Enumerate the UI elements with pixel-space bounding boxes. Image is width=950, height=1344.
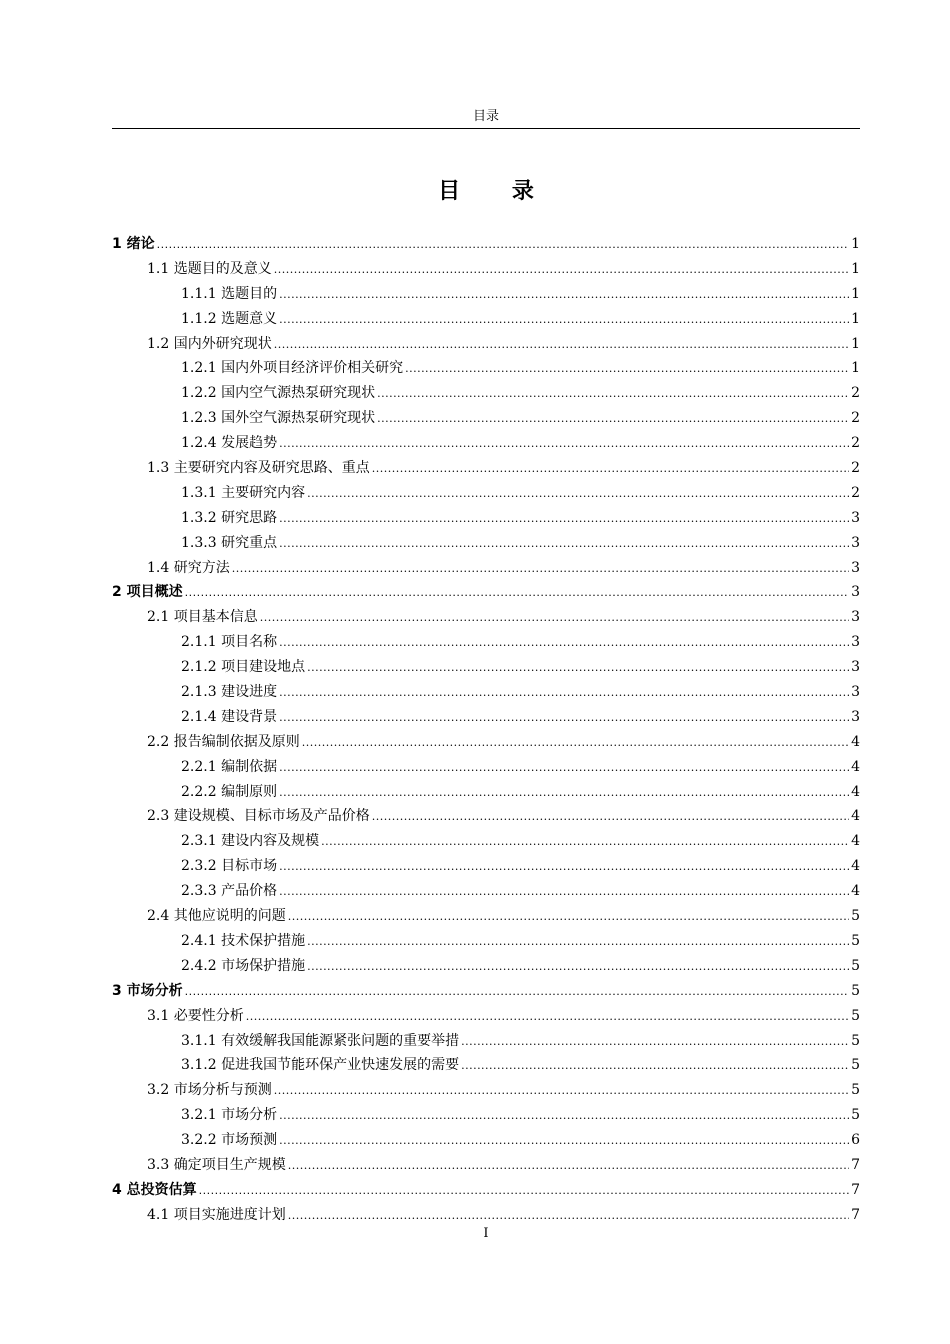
toc-entry-title: 1.1.1 选题目的 bbox=[181, 285, 278, 302]
toc-entry-title: 1.4 研究方法 bbox=[147, 559, 230, 576]
toc-entry[interactable] bbox=[112, 954, 860, 979]
toc-entry[interactable] bbox=[112, 655, 860, 680]
toc-entry-page: 5 bbox=[851, 908, 860, 925]
toc-entry[interactable] bbox=[112, 506, 860, 531]
toc-entry-title: 3.2.1 市场分析 bbox=[181, 1107, 278, 1124]
toc-entry-title: 1 绪论 bbox=[112, 236, 155, 252]
dot-leader bbox=[157, 232, 849, 257]
toc-entry-title: 1.3 主要研究内容及研究思路、重点 bbox=[147, 460, 370, 477]
toc-entry-title: 2.3.3 产品价格 bbox=[181, 883, 278, 900]
toc-entry-title: 1.2 国内外研究现状 bbox=[147, 335, 272, 352]
toc-entry-title: 2.4.2 市场保护措施 bbox=[181, 957, 306, 974]
toc-entry[interactable] bbox=[112, 431, 860, 456]
toc-entry-title: 1.2.4 发展趋势 bbox=[181, 435, 278, 452]
toc-entry[interactable] bbox=[112, 780, 860, 805]
dot-leader bbox=[307, 481, 849, 506]
toc-entry-page: 7 bbox=[851, 1156, 860, 1173]
dot-leader bbox=[274, 257, 849, 282]
toc-entry[interactable] bbox=[112, 1203, 860, 1228]
toc-entry-page: 4 bbox=[851, 858, 860, 875]
toc-entry[interactable] bbox=[112, 307, 860, 332]
toc-entry[interactable] bbox=[112, 630, 860, 655]
dot-leader bbox=[405, 356, 849, 381]
toc-entry[interactable] bbox=[112, 556, 860, 581]
toc-entry-title: 2 项目概述 bbox=[112, 584, 183, 601]
dot-leader bbox=[279, 282, 849, 307]
toc-entry-page: 3 bbox=[851, 634, 860, 651]
toc-entry-title: 2.1.2 项目建设地点 bbox=[181, 659, 306, 676]
toc-entry-title: 3.1 必要性分析 bbox=[147, 1007, 244, 1024]
toc-entry[interactable] bbox=[112, 1053, 860, 1078]
toc-entry-title: 3.2 市场分析与预测 bbox=[147, 1082, 272, 1099]
dot-leader bbox=[461, 1029, 849, 1054]
toc-entry-page: 5 bbox=[851, 1082, 860, 1099]
toc-entry-title: 1.1 选题目的及意义 bbox=[147, 260, 272, 277]
toc-entry[interactable] bbox=[112, 1078, 860, 1103]
dot-leader bbox=[372, 456, 849, 481]
toc-entry[interactable] bbox=[112, 481, 860, 506]
toc-entry-page: 5 bbox=[851, 1032, 860, 1049]
toc-entry-page: 7 bbox=[851, 1206, 860, 1223]
toc-entry-page: 1 bbox=[851, 260, 860, 277]
toc-entry-title: 1.3.2 研究思路 bbox=[181, 509, 278, 526]
toc-entry-page: 4 bbox=[851, 883, 860, 900]
toc-entry-title: 2.1.3 建设进度 bbox=[181, 684, 278, 701]
toc-entry-title: 2.1.4 建设背景 bbox=[181, 708, 278, 725]
toc-entry-page: 5 bbox=[851, 1107, 860, 1124]
toc-entry[interactable] bbox=[112, 456, 860, 481]
dot-leader bbox=[288, 1203, 849, 1228]
dot-leader bbox=[185, 580, 849, 605]
toc-entry-page: 4 bbox=[851, 783, 860, 800]
toc-title: 目 录 bbox=[438, 179, 556, 204]
toc-entry-title: 3.1.2 促进我国节能环保产业快速发展的需要 bbox=[181, 1057, 460, 1074]
toc-entry-title: 2.2 报告编制依据及原则 bbox=[147, 733, 300, 750]
toc-entry[interactable] bbox=[112, 1128, 860, 1153]
dot-leader bbox=[279, 1128, 849, 1153]
toc-entry[interactable] bbox=[112, 580, 860, 605]
toc-entry[interactable] bbox=[112, 282, 860, 307]
toc-entry-page: 5 bbox=[851, 982, 860, 999]
toc-entry[interactable] bbox=[112, 804, 860, 829]
toc-entry[interactable] bbox=[112, 406, 860, 431]
dot-leader bbox=[377, 381, 849, 406]
toc-entry-page: 1 bbox=[851, 335, 860, 352]
toc-entry-title: 4 总投资估算 bbox=[112, 1181, 197, 1198]
toc-entry[interactable] bbox=[112, 1103, 860, 1128]
dot-leader bbox=[279, 307, 849, 332]
dot-leader bbox=[288, 1153, 849, 1178]
toc-entry-title: 2.2.1 编制依据 bbox=[181, 758, 278, 775]
toc-entry-title: 2.3 建设规模、目标市场及产品价格 bbox=[147, 808, 370, 825]
toc-entry-title: 2.2.2 编制原则 bbox=[181, 783, 278, 800]
toc-entry[interactable] bbox=[112, 755, 860, 780]
toc-entry[interactable] bbox=[112, 680, 860, 705]
toc-entry[interactable] bbox=[112, 1004, 860, 1029]
toc-entry[interactable] bbox=[112, 730, 860, 755]
toc-entry-page: 2 bbox=[851, 484, 860, 501]
toc-entry-title: 3.3 确定项目生产规模 bbox=[147, 1156, 286, 1173]
toc-entry[interactable] bbox=[112, 332, 860, 357]
toc-entry-title: 1.2.2 国内空气源热泵研究现状 bbox=[181, 385, 376, 402]
dot-leader bbox=[279, 755, 849, 780]
dot-leader bbox=[279, 1103, 849, 1128]
toc-entry-title: 3 市场分析 bbox=[112, 982, 183, 999]
toc-entry-page: 5 bbox=[851, 1057, 860, 1074]
toc-entry[interactable] bbox=[112, 1178, 860, 1203]
toc-entry-page: 6 bbox=[851, 1132, 860, 1149]
toc-entry-page: 1 bbox=[851, 236, 860, 252]
dot-leader bbox=[461, 1053, 849, 1078]
toc-entry[interactable] bbox=[112, 879, 860, 904]
toc-entry[interactable] bbox=[112, 531, 860, 556]
toc-entry-page: 2 bbox=[851, 435, 860, 452]
toc-entry[interactable] bbox=[112, 605, 860, 630]
toc-entry-page: 2 bbox=[851, 460, 860, 477]
dot-leader bbox=[279, 630, 849, 655]
toc-entry-title: 2.4 其他应说明的问题 bbox=[147, 908, 286, 925]
dot-leader bbox=[185, 979, 849, 1004]
dot-leader bbox=[199, 1178, 849, 1203]
dot-leader bbox=[279, 780, 849, 805]
toc-entry[interactable] bbox=[112, 929, 860, 954]
toc-entry[interactable] bbox=[112, 854, 860, 879]
dot-leader bbox=[307, 929, 849, 954]
toc-entry-page: 2 bbox=[851, 410, 860, 427]
toc-entry-page: 3 bbox=[851, 584, 860, 601]
toc-entry-title: 1.2.1 国内外项目经济评价相关研究 bbox=[181, 360, 404, 377]
header-rule bbox=[112, 128, 860, 129]
toc-entry-title: 2.3.2 目标市场 bbox=[181, 858, 278, 875]
running-header: 目录 bbox=[472, 109, 499, 124]
toc-entry-title: 4.1 项目实施进度计划 bbox=[147, 1206, 286, 1223]
dot-leader bbox=[279, 879, 849, 904]
toc-entry-title: 1.3.3 研究重点 bbox=[181, 534, 278, 551]
toc-entry-page: 3 bbox=[851, 559, 860, 576]
dot-leader bbox=[279, 705, 849, 730]
toc-entry-page: 4 bbox=[851, 833, 860, 850]
dot-leader bbox=[279, 680, 849, 705]
dot-leader bbox=[279, 431, 849, 456]
toc-entry-page: 3 bbox=[851, 509, 860, 526]
dot-leader bbox=[307, 655, 849, 680]
toc-entry-page: 5 bbox=[851, 957, 860, 974]
toc-entry-title: 2.1.1 项目名称 bbox=[181, 634, 278, 651]
toc-entry-page: 5 bbox=[851, 932, 860, 949]
toc-entry-page: 4 bbox=[851, 808, 860, 825]
toc-entry-page: 3 bbox=[851, 659, 860, 676]
toc-entry[interactable] bbox=[112, 1153, 860, 1178]
toc-entry-page: 1 bbox=[851, 285, 860, 302]
toc-entry[interactable] bbox=[112, 979, 860, 1004]
dot-leader bbox=[372, 804, 849, 829]
toc-entry-page: 1 bbox=[851, 310, 860, 327]
toc-entry-title: 2.1 项目基本信息 bbox=[147, 609, 258, 626]
dot-leader bbox=[302, 730, 849, 755]
toc-entry-page: 3 bbox=[851, 708, 860, 725]
toc-entry-page: 7 bbox=[851, 1181, 860, 1198]
toc-entry[interactable] bbox=[112, 904, 860, 929]
toc-entry-page: 4 bbox=[851, 758, 860, 775]
toc-entry-page: 3 bbox=[851, 684, 860, 701]
dot-leader bbox=[377, 406, 849, 431]
dot-leader bbox=[279, 506, 849, 531]
table-of-contents bbox=[112, 232, 860, 1228]
dot-leader bbox=[260, 605, 849, 630]
toc-entry[interactable] bbox=[112, 381, 860, 406]
toc-entry-page: 1 bbox=[851, 360, 860, 377]
toc-entry-title: 3.1.1 有效缓解我国能源紧张问题的重要举措 bbox=[181, 1032, 460, 1049]
toc-entry[interactable] bbox=[112, 1029, 860, 1054]
toc-entry[interactable] bbox=[112, 829, 860, 854]
toc-entry-title: 1.3.1 主要研究内容 bbox=[181, 484, 306, 501]
dot-leader bbox=[307, 954, 849, 979]
toc-entry-title: 1.2.3 国外空气源热泵研究现状 bbox=[181, 410, 376, 427]
toc-entry[interactable] bbox=[112, 356, 860, 381]
toc-entry-title: 1.1.2 选题意义 bbox=[181, 310, 278, 327]
dot-leader bbox=[232, 556, 849, 581]
toc-entry-page: 3 bbox=[851, 609, 860, 626]
toc-entry-page: 5 bbox=[851, 1007, 860, 1024]
toc-entry[interactable] bbox=[112, 232, 860, 257]
toc-entry-title: 3.2.2 市场预测 bbox=[181, 1132, 278, 1149]
toc-entry-page: 2 bbox=[851, 385, 860, 402]
dot-leader bbox=[279, 854, 849, 879]
toc-entry-page: 4 bbox=[851, 733, 860, 750]
dot-leader bbox=[288, 904, 849, 929]
page-number: I bbox=[483, 1226, 489, 1241]
dot-leader bbox=[274, 332, 849, 357]
dot-leader bbox=[274, 1078, 849, 1103]
dot-leader bbox=[279, 531, 849, 556]
toc-entry-page: 3 bbox=[851, 534, 860, 551]
toc-entry-title: 2.4.1 技术保护措施 bbox=[181, 932, 306, 949]
toc-entry-title: 2.3.1 建设内容及规模 bbox=[181, 833, 320, 850]
dot-leader bbox=[321, 829, 849, 854]
toc-entry[interactable] bbox=[112, 257, 860, 282]
dot-leader bbox=[246, 1004, 849, 1029]
toc-entry[interactable] bbox=[112, 705, 860, 730]
